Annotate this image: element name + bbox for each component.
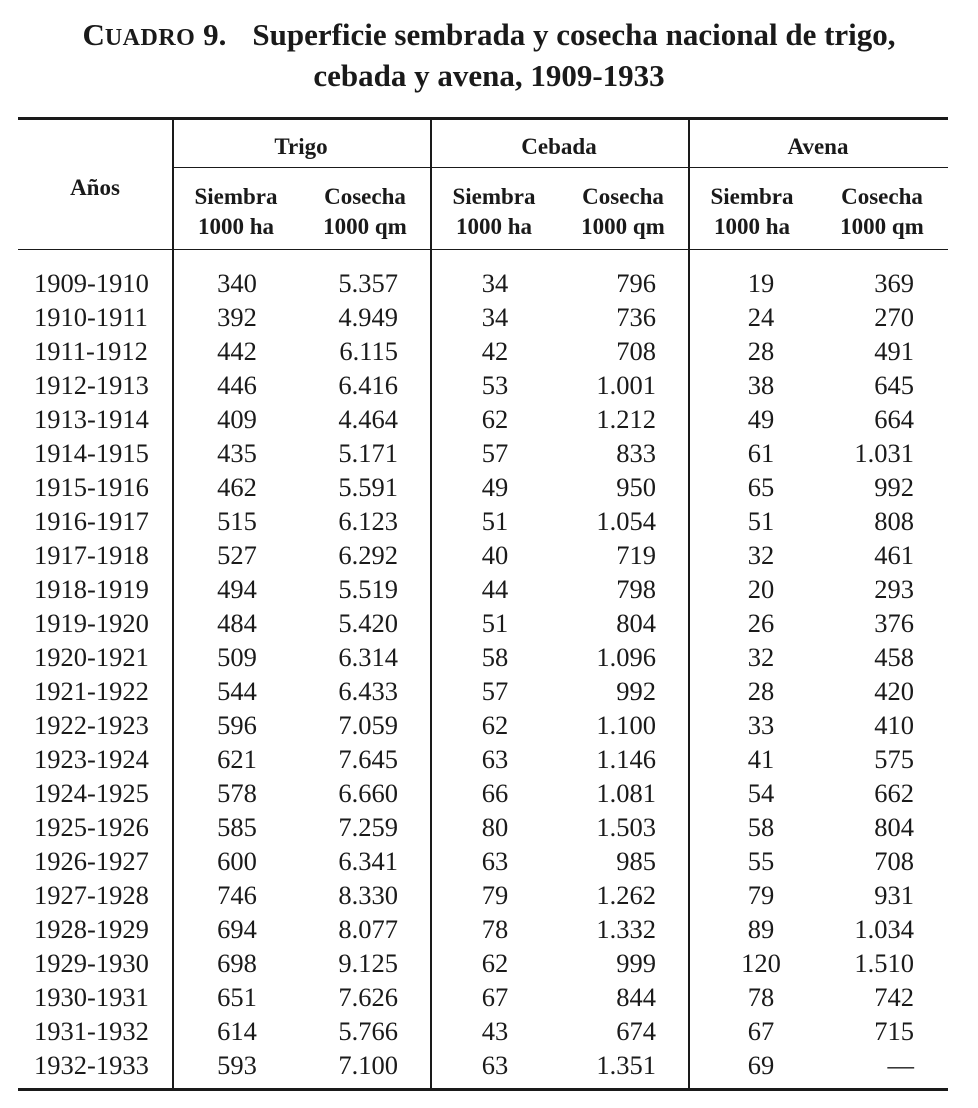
cell-year: 1909-1910	[34, 268, 149, 298]
group-header-avena: Avena	[787, 134, 849, 159]
cell-trigo-siembra: 544	[217, 676, 257, 706]
cell-cebada-cosecha: 985	[616, 846, 656, 876]
cell-cebada-siembra: 51	[481, 608, 509, 638]
cell-cebada-siembra: 34	[481, 302, 509, 332]
cell-avena-cosecha: 410	[874, 710, 914, 740]
cell-avena-cosecha: 376	[874, 608, 914, 638]
table-row	[0, 1014, 978, 1048]
cell-year: 1927-1928	[34, 880, 149, 910]
cell-cebada-cosecha: 950	[616, 472, 656, 502]
cell-year: 1928-1929	[34, 914, 149, 944]
cell-avena-cosecha: 804	[874, 812, 914, 842]
title-line-1	[0, 16, 978, 57]
cell-avena-siembra: 55	[747, 846, 775, 876]
cell-cebada-siembra: 78	[481, 914, 509, 944]
cell-avena-siembra: 49	[747, 404, 775, 434]
table-label: CUADRO 9.	[82, 17, 227, 52]
table-row	[0, 572, 978, 606]
cell-year: 1926-1927	[34, 846, 149, 876]
cell-avena-cosecha: 1.034	[854, 914, 914, 944]
cell-avena-siembra: 67	[747, 1016, 775, 1046]
cell-avena-cosecha: —	[887, 1050, 914, 1080]
cell-cebada-siembra: 58	[481, 642, 509, 672]
cell-avena-cosecha: 458	[874, 642, 914, 672]
cell-avena-siembra: 61	[747, 438, 775, 468]
cell-cebada-cosecha: 1.503	[596, 812, 656, 842]
cell-cebada-cosecha: 1.332	[596, 914, 656, 944]
cell-cebada-cosecha: 708	[616, 336, 656, 366]
table-row	[0, 368, 978, 402]
cell-trigo-cosecha: 6.416	[338, 370, 398, 400]
cell-trigo-siembra: 651	[217, 982, 257, 1012]
table-row	[0, 402, 978, 436]
cell-avena-cosecha: 715	[874, 1016, 914, 1046]
cell-trigo-siembra: 746	[217, 880, 257, 910]
cell-cebada-cosecha: 1.146	[596, 744, 656, 774]
cell-trigo-cosecha: 6.341	[338, 846, 398, 876]
cell-avena-cosecha: 1.510	[854, 948, 914, 978]
cell-trigo-siembra: 585	[217, 812, 257, 842]
table-row	[0, 878, 978, 912]
cell-trigo-cosecha: 6.292	[338, 540, 398, 570]
cell-trigo-cosecha: 7.259	[338, 812, 398, 842]
cell-avena-cosecha: 645	[874, 370, 914, 400]
cell-cebada-siembra: 34	[481, 268, 509, 298]
cell-avena-siembra: 78	[747, 982, 775, 1012]
cell-trigo-siembra: 515	[217, 506, 257, 536]
table-row	[0, 470, 978, 504]
cell-trigo-siembra: 694	[217, 914, 257, 944]
cell-trigo-cosecha: 5.591	[338, 472, 398, 502]
cell-year: 1916-1917	[34, 506, 149, 536]
cell-cebada-cosecha: 736	[616, 302, 656, 332]
cell-trigo-cosecha: 6.433	[338, 676, 398, 706]
cell-cebada-siembra: 40	[481, 540, 509, 570]
cell-trigo-cosecha: 5.766	[338, 1016, 398, 1046]
table-row	[0, 1048, 978, 1082]
cell-avena-cosecha: 662	[874, 778, 914, 808]
cell-avena-siembra: 41	[747, 744, 775, 774]
table-row	[0, 980, 978, 1014]
cell-year: 1919-1920	[34, 608, 149, 638]
cell-cebada-siembra: 63	[481, 846, 509, 876]
cell-avena-cosecha: 293	[874, 574, 914, 604]
cell-year: 1920-1921	[34, 642, 149, 672]
cell-year: 1912-1913	[34, 370, 149, 400]
cell-avena-siembra: 28	[747, 676, 775, 706]
cell-trigo-siembra: 593	[217, 1050, 257, 1080]
table-row	[0, 640, 978, 674]
cell-avena-siembra: 24	[747, 302, 775, 332]
cell-avena-siembra: 58	[747, 812, 775, 842]
cell-avena-cosecha: 491	[874, 336, 914, 366]
cell-trigo-siembra: 527	[217, 540, 257, 570]
subheader-cebada-siembra: Siembra 1000 ha	[452, 184, 536, 239]
cell-trigo-siembra: 578	[217, 778, 257, 808]
cell-trigo-cosecha: 7.100	[338, 1050, 398, 1080]
cell-cebada-siembra: 62	[481, 404, 509, 434]
cell-avena-cosecha: 1.031	[854, 438, 914, 468]
cell-avena-siembra: 65	[747, 472, 775, 502]
cell-trigo-cosecha: 8.330	[338, 880, 398, 910]
cell-year: 1913-1914	[34, 404, 149, 434]
cell-trigo-cosecha: 7.059	[338, 710, 398, 740]
cell-avena-siembra: 38	[747, 370, 775, 400]
cell-year: 1923-1924	[34, 744, 149, 774]
cell-cebada-cosecha: 1.096	[596, 642, 656, 672]
cell-avena-siembra: 89	[747, 914, 775, 944]
top-rule	[18, 117, 948, 120]
cell-cebada-siembra: 57	[481, 676, 509, 706]
cell-cebada-siembra: 49	[481, 472, 509, 502]
cell-trigo-cosecha: 6.115	[339, 336, 398, 366]
cell-year: 1921-1922	[34, 676, 149, 706]
cell-avena-cosecha: 461	[874, 540, 914, 570]
table-row	[0, 912, 978, 946]
cell-trigo-cosecha: 4.949	[338, 302, 398, 332]
cell-cebada-siembra: 53	[481, 370, 509, 400]
cell-trigo-siembra: 462	[217, 472, 257, 502]
cell-trigo-siembra: 442	[217, 336, 257, 366]
cell-cebada-siembra: 42	[481, 336, 509, 366]
cell-cebada-cosecha: 1.212	[596, 404, 656, 434]
cell-trigo-cosecha: 7.626	[338, 982, 398, 1012]
cell-trigo-siembra: 435	[217, 438, 257, 468]
cell-year: 1910-1911	[34, 302, 148, 332]
cell-avena-cosecha: 270	[874, 302, 914, 332]
cell-avena-cosecha: 931	[874, 880, 914, 910]
cell-avena-siembra: 20	[747, 574, 775, 604]
bottom-rule	[18, 1088, 948, 1091]
cell-avena-cosecha: 708	[874, 846, 914, 876]
cell-trigo-siembra: 392	[217, 302, 257, 332]
cell-avena-cosecha: 808	[874, 506, 914, 536]
cell-cebada-siembra: 62	[481, 948, 509, 978]
subheader-avena-siembra: Siembra 1000 ha	[710, 184, 794, 239]
cell-trigo-siembra: 509	[217, 642, 257, 672]
table-row	[0, 674, 978, 708]
table-title	[0, 16, 978, 95]
cell-cebada-siembra: 43	[481, 1016, 509, 1046]
table-row	[0, 708, 978, 742]
cell-trigo-cosecha: 9.125	[338, 948, 398, 978]
cell-cebada-cosecha: 992	[616, 676, 656, 706]
cell-cebada-cosecha: 1.100	[596, 710, 656, 740]
cell-cebada-cosecha: 798	[616, 574, 656, 604]
subheader-trigo-siembra: Siembra 1000 ha	[194, 184, 278, 239]
cell-year: 1930-1931	[34, 982, 149, 1012]
cell-cebada-cosecha: 719	[616, 540, 656, 570]
cell-year: 1918-1919	[34, 574, 149, 604]
cell-cebada-cosecha: 1.262	[596, 880, 656, 910]
cell-trigo-siembra: 614	[217, 1016, 257, 1046]
cell-trigo-siembra: 698	[217, 948, 257, 978]
cell-cebada-cosecha: 844	[616, 982, 656, 1012]
cell-cebada-cosecha: 674	[616, 1016, 656, 1046]
cell-avena-cosecha: 369	[874, 268, 914, 298]
cell-avena-siembra: 19	[747, 268, 775, 298]
cell-cebada-siembra: 66	[481, 778, 509, 808]
title-line-2: cebada y avena, 1909-1933	[313, 58, 665, 93]
cell-trigo-cosecha: 6.660	[338, 778, 398, 808]
table-row	[0, 504, 978, 538]
table-row	[0, 844, 978, 878]
cell-cebada-cosecha: 796	[616, 268, 656, 298]
cell-trigo-cosecha: 7.645	[338, 744, 398, 774]
cell-trigo-siembra: 446	[217, 370, 257, 400]
cell-trigo-cosecha: 8.077	[338, 914, 398, 944]
subheader-trigo-cosecha: Cosecha 1000 qm	[323, 184, 407, 239]
cell-trigo-siembra: 494	[217, 574, 257, 604]
cell-trigo-cosecha: 4.464	[338, 404, 398, 434]
cell-avena-cosecha: 992	[874, 472, 914, 502]
cell-cebada-siembra: 51	[481, 506, 509, 536]
table-row	[0, 776, 978, 810]
table-row	[0, 606, 978, 640]
cell-avena-siembra: 32	[747, 540, 775, 570]
cell-trigo-siembra: 596	[217, 710, 257, 740]
table-row	[0, 538, 978, 572]
cell-trigo-siembra: 409	[217, 404, 257, 434]
cell-cebada-siembra: 44	[481, 574, 509, 604]
title-text-line-1: Superficie sembrada y cosecha nacional de trigo,	[252, 17, 896, 52]
cell-cebada-cosecha: 1.351	[596, 1050, 656, 1080]
cell-cebada-cosecha: 999	[616, 948, 656, 978]
cell-avena-siembra: 33	[747, 710, 775, 740]
cell-year: 1922-1923	[34, 710, 149, 740]
cell-avena-siembra: 120	[741, 948, 781, 978]
cell-trigo-cosecha: 5.357	[338, 268, 398, 298]
cell-avena-siembra: 79	[747, 880, 775, 910]
cell-cebada-siembra: 62	[481, 710, 509, 740]
cell-year: 1924-1925	[34, 778, 149, 808]
table-row	[0, 436, 978, 470]
cell-year: 1917-1918	[34, 540, 149, 570]
cell-trigo-siembra: 340	[217, 268, 257, 298]
cell-year: 1931-1932	[34, 1016, 149, 1046]
group-header-trigo: Trigo	[274, 134, 328, 159]
cell-cebada-cosecha: 1.081	[596, 778, 656, 808]
group-underline	[172, 167, 948, 168]
table-row	[0, 266, 978, 300]
cell-trigo-siembra: 621	[217, 744, 257, 774]
cell-cebada-cosecha: 804	[616, 608, 656, 638]
cell-cebada-cosecha: 833	[616, 438, 656, 468]
cell-avena-cosecha: 575	[874, 744, 914, 774]
cell-cebada-siembra: 79	[481, 880, 509, 910]
years-header: Años	[70, 175, 120, 200]
cell-avena-siembra: 32	[747, 642, 775, 672]
cell-cebada-siembra: 57	[481, 438, 509, 468]
cell-avena-siembra: 28	[747, 336, 775, 366]
cell-year: 1932-1933	[34, 1050, 149, 1080]
table-row	[0, 810, 978, 844]
group-header-cebada: Cebada	[521, 134, 597, 159]
cell-avena-siembra: 51	[747, 506, 775, 536]
cell-trigo-siembra: 484	[217, 608, 257, 638]
cell-year: 1915-1916	[34, 472, 149, 502]
table-row	[0, 946, 978, 980]
cell-year: 1911-1912	[34, 336, 148, 366]
cell-trigo-siembra: 600	[217, 846, 257, 876]
table-row	[0, 742, 978, 776]
cell-avena-siembra: 26	[747, 608, 775, 638]
header-bottom-rule	[18, 249, 948, 250]
cell-cebada-cosecha: 1.001	[596, 370, 656, 400]
cell-avena-cosecha: 420	[874, 676, 914, 706]
table-row	[0, 300, 978, 334]
cell-avena-cosecha: 664	[874, 404, 914, 434]
cell-avena-cosecha: 742	[874, 982, 914, 1012]
cell-cebada-siembra: 67	[481, 982, 509, 1012]
cell-cebada-siembra: 63	[481, 744, 509, 774]
cell-trigo-cosecha: 5.519	[338, 574, 398, 604]
subheader-cebada-cosecha: Cosecha 1000 qm	[581, 184, 665, 239]
cell-avena-siembra: 54	[747, 778, 775, 808]
cell-avena-siembra: 69	[747, 1050, 775, 1080]
cell-trigo-cosecha: 5.171	[338, 438, 398, 468]
cell-cebada-cosecha: 1.054	[596, 506, 656, 536]
cell-trigo-cosecha: 6.314	[338, 642, 398, 672]
cell-cebada-siembra: 63	[481, 1050, 509, 1080]
cell-trigo-cosecha: 6.123	[338, 506, 398, 536]
cell-trigo-cosecha: 5.420	[338, 608, 398, 638]
cell-cebada-siembra: 80	[481, 812, 509, 842]
subheader-avena-cosecha: Cosecha 1000 qm	[840, 184, 924, 239]
cell-year: 1929-1930	[34, 948, 149, 978]
cell-year: 1914-1915	[34, 438, 149, 468]
cell-year: 1925-1926	[34, 812, 149, 842]
table-row	[0, 334, 978, 368]
